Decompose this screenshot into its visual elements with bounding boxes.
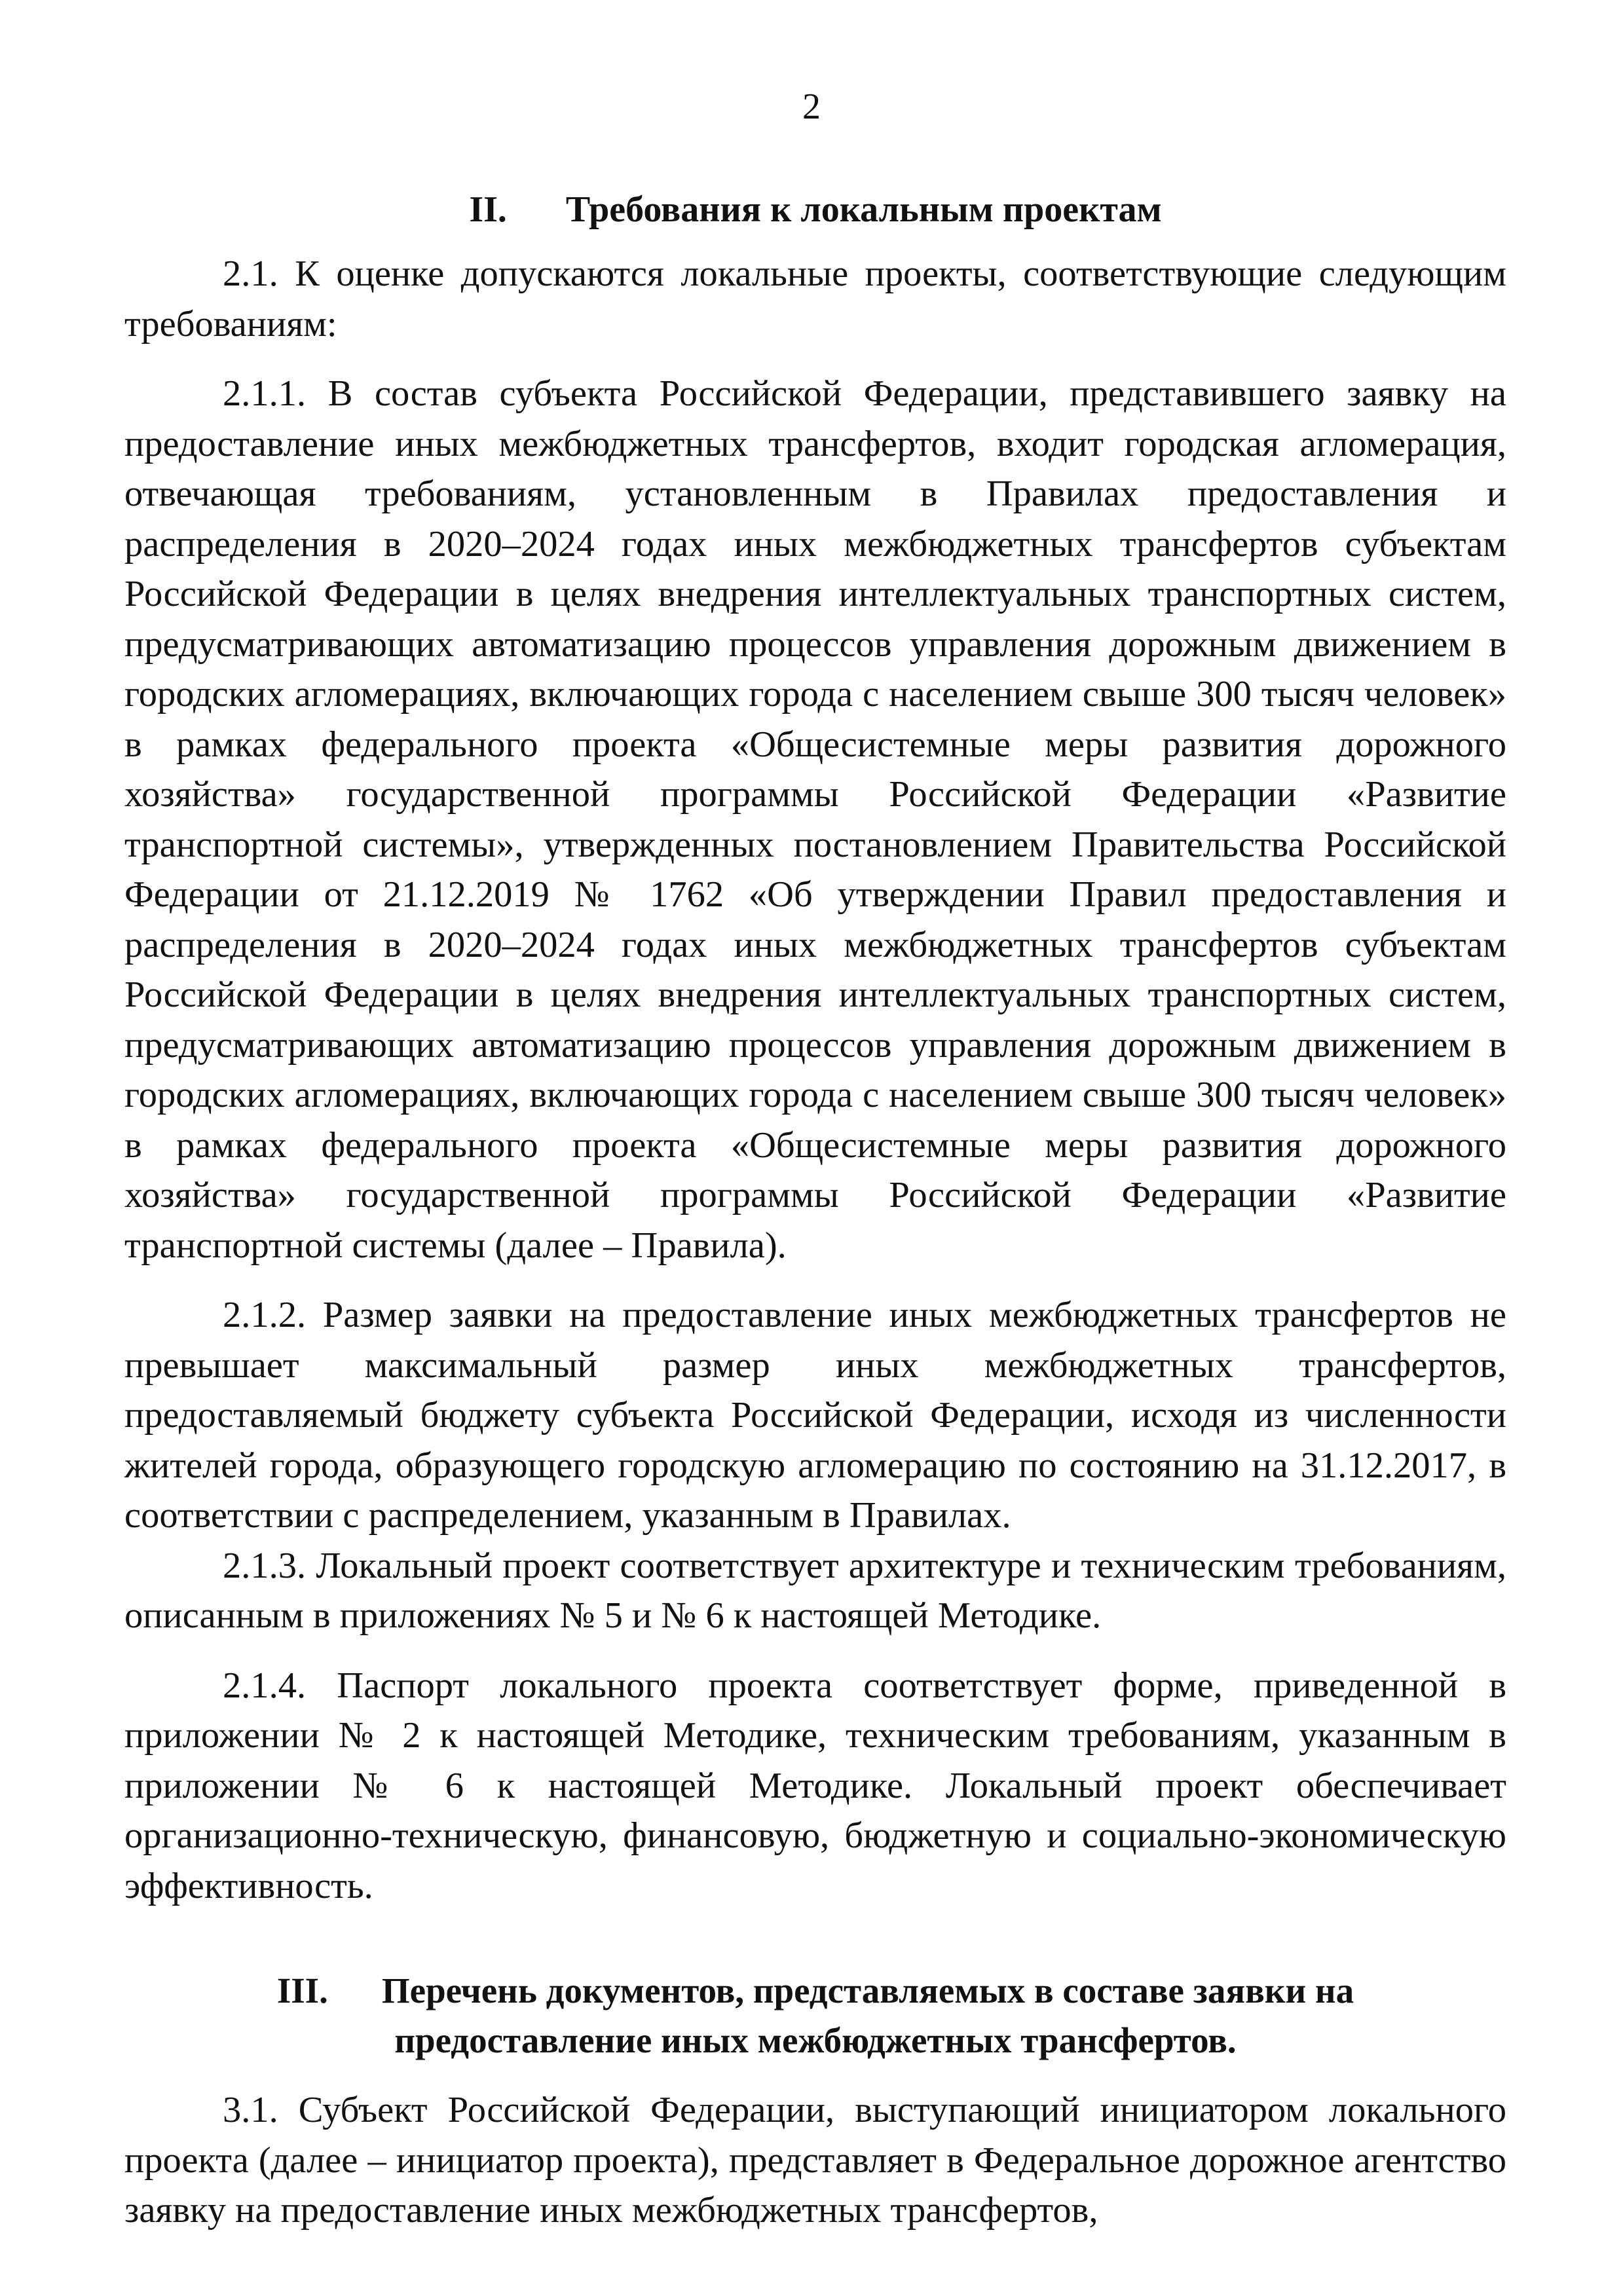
paragraph-2-1-2: 2.1.2. Размер заявки на предоставление иных межбюджетных трансфертов не превышает максимальный размер иных межбюджетных трансфертов, предоставляемый бюджету субъекта Российской Федерации, исходя из численности жителей города, образующего городскую агломерацию по состоянию на 31.12.2017, в соответствии с распределением, указанным в Правилах.	[124, 1295, 1506, 1536]
paragraph-2-1-1: 2.1.1. В состав субъекта Российской Федерации, представившего заявку на предоставление иных межбюджетных трансфертов, входит городская агломерация, отвечающая требованиям, установленным в Правилах предоставления и распределения в 2020–2024 годах иных межбюджетных трансфертов субъектам Российской Федерации в целях внедрения интеллектуальных транспортных систем, предусматривающих автоматизацию процессов управления дорожным движением в городских агломерациях, включающих города с населением свыше 300 тысяч человек» в рамках федерального проекта «Общесистемные меры развития дорожного хозяйства» государственной программы Российской Федерации «Развитие транспортной системы», утвержденных постановлением Правительства Российской Федерации от 21.12.2019 № 1762 «Об утверждении Правил предоставления и распределения в 2020–2024 годах иных межбюджетных трансфертов субъектам Российской Федерации в целях внедрения интеллектуальных транспортных систем, предусматривающих автоматизацию процессов управления дорожным движением в городских агломерациях, включающих города с населением свыше 300 тысяч человек» в рамках федерального проекта «Общесистемные меры развития дорожного хозяйства» государственной программы Российской Федерации «Развитие транспортной системы (далее – Правила).	[124, 373, 1506, 1266]
section-2-number: II.	[469, 189, 507, 230]
paragraph-2-1-3: 2.1.3. Локальный проект соответствует архитектуре и техническим требованиям, описанным в приложениях № 5 и № 6 к настоящей Методике.	[124, 1545, 1506, 1636]
paragraph-2-1-4: 2.1.4. Паспорт локального проекта соответствует форме, приведенной в приложении № 2 к настоящей Методике, техническим требованиям, указанным в приложении № 6 к настоящей Методике. Локальный проект обеспечивает организационно-техническую, финансовую, бюджетную и социально-экономическую эффективность.	[124, 1665, 1506, 1906]
section-2-title: Требования к локальным проектам	[565, 189, 1162, 230]
section-3-heading	[124, 1966, 1506, 2065]
paragraph-3-1: 3.1. Субъект Российской Федерации, выступающий инициатором локального проекта (далее – инициатор проекта), представляет в Федеральное дорожное агентство заявку на предоставление иных межбюджетных трансфертов,	[124, 2090, 1506, 2231]
section-3-number: III.	[276, 1971, 328, 2010]
paragraph-2-1: 2.1. К оценке допускаются локальные проекты, соответствующие следующим требованиям:	[124, 253, 1506, 344]
document-body	[124, 185, 1506, 2236]
section-3-title-line-2: предоставление иных межбюджетных трансфертов.	[394, 2020, 1237, 2060]
page-number: 2	[802, 86, 821, 127]
section-2-heading	[124, 185, 1506, 234]
section-3-title-line-1: Перечень документов, представляемых в составе заявки на	[381, 1971, 1354, 2010]
